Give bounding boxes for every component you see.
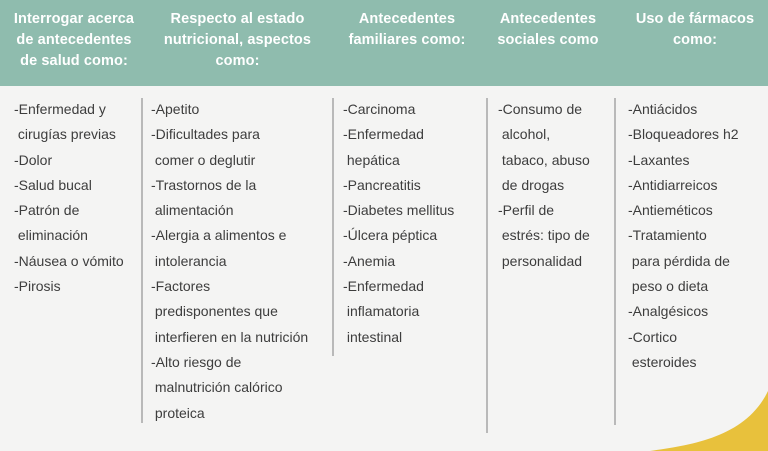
list-health-history xyxy=(14,97,124,299)
list-item: -Enfermedad xyxy=(343,278,424,295)
column-header-line: sociales como xyxy=(497,32,599,48)
list-item: -Alergia a alimentos e xyxy=(151,227,287,244)
column-header-line: Antecedentes xyxy=(499,11,597,27)
column-header-social-history xyxy=(489,9,607,51)
column-divider xyxy=(486,98,488,433)
list-item: -Antidiarreicos xyxy=(628,176,718,193)
column-header-family-history xyxy=(332,9,482,51)
list-item: -Trastornos de la xyxy=(151,176,257,193)
list-item: -Perfil de xyxy=(498,202,555,219)
list-item: -Factores xyxy=(151,278,211,295)
list-item: interfieren en la nutrición xyxy=(151,328,309,345)
list-item: -Dolor xyxy=(14,151,53,168)
list-item: -Úlcera péptica xyxy=(343,227,438,244)
column-header-line: como: xyxy=(215,53,260,69)
list-item: eliminación xyxy=(14,227,88,244)
list-item: hepática xyxy=(343,151,400,168)
column-header-line: Uso de fármacos xyxy=(635,11,755,27)
list-item: -Náusea o vómito xyxy=(14,252,124,269)
column-header-line: Interrogar acerca xyxy=(13,11,135,27)
list-item: predisponentes que xyxy=(151,303,278,320)
list-item: esteroides xyxy=(628,353,697,370)
list-item: de drogas xyxy=(498,176,565,193)
column-header-line: nutricional, aspectos xyxy=(163,32,312,48)
list-item: estrés: tipo de xyxy=(498,227,590,244)
list-item: -Enfermedad xyxy=(343,126,424,143)
list-family-history xyxy=(343,97,454,350)
list-drug-use xyxy=(628,97,739,375)
column-header-line: de antecedentes xyxy=(16,32,132,48)
list-item: inflamatoria xyxy=(343,303,420,320)
column-header-drug-use xyxy=(627,9,763,51)
list-item: intestinal xyxy=(343,328,403,345)
column-header-nutritional-status xyxy=(155,9,320,72)
list-item: intolerancia xyxy=(151,252,227,269)
list-item: -Dificultades para xyxy=(151,126,260,143)
list-item: -Consumo de xyxy=(498,101,583,117)
list-item: -Carcinoma xyxy=(343,101,416,117)
list-item: -Antiácidos xyxy=(628,101,698,117)
list-social-history xyxy=(498,97,590,274)
list-item: -Diabetes mellitus xyxy=(343,202,455,219)
list-item: proteica xyxy=(151,404,205,421)
list-item: tabaco, abuso xyxy=(498,151,590,168)
list-item: -Apetito xyxy=(151,101,200,117)
column-header-health-history xyxy=(5,9,143,72)
list-item: -Bloqueadores h2 xyxy=(628,126,739,143)
list-item: -Pancreatitis xyxy=(343,176,421,193)
list-item: alcohol, xyxy=(498,126,551,143)
corner-accent-shape xyxy=(650,391,768,451)
list-item: peso o dieta xyxy=(628,278,709,295)
list-item: personalidad xyxy=(498,252,583,269)
column-header-line: como: xyxy=(673,32,717,48)
list-item: -Analgésicos xyxy=(628,303,709,320)
list-item: -Pirosis xyxy=(14,278,61,295)
column-divider xyxy=(614,98,616,425)
list-item: -Anemia xyxy=(343,252,396,269)
list-item: -Enfermedad y xyxy=(14,101,106,117)
list-item: -Salud bucal xyxy=(14,176,92,193)
list-nutritional-status xyxy=(151,97,308,426)
list-item: -Alto riesgo de xyxy=(151,353,242,370)
list-item: para pérdida de xyxy=(628,252,730,269)
list-item: cirugías previas xyxy=(14,126,116,143)
column-header-line: Antecedentes xyxy=(358,11,456,27)
column-divider xyxy=(332,98,334,356)
list-item: alimentación xyxy=(151,202,234,219)
column-header-line: familiares como: xyxy=(348,32,466,48)
list-item: comer o deglutir xyxy=(151,151,256,168)
column-header-line: de salud como: xyxy=(20,53,128,69)
list-item: -Laxantes xyxy=(628,151,690,168)
list-item: -Patrón de xyxy=(14,202,80,219)
list-item: malnutrición calórico xyxy=(151,379,283,396)
list-item: -Tratamiento xyxy=(628,227,707,244)
list-item: -Antieméticos xyxy=(628,202,713,219)
list-item: -Cortico xyxy=(628,328,678,345)
column-header-line: Respecto al estado xyxy=(170,11,305,27)
column-divider xyxy=(141,98,143,423)
